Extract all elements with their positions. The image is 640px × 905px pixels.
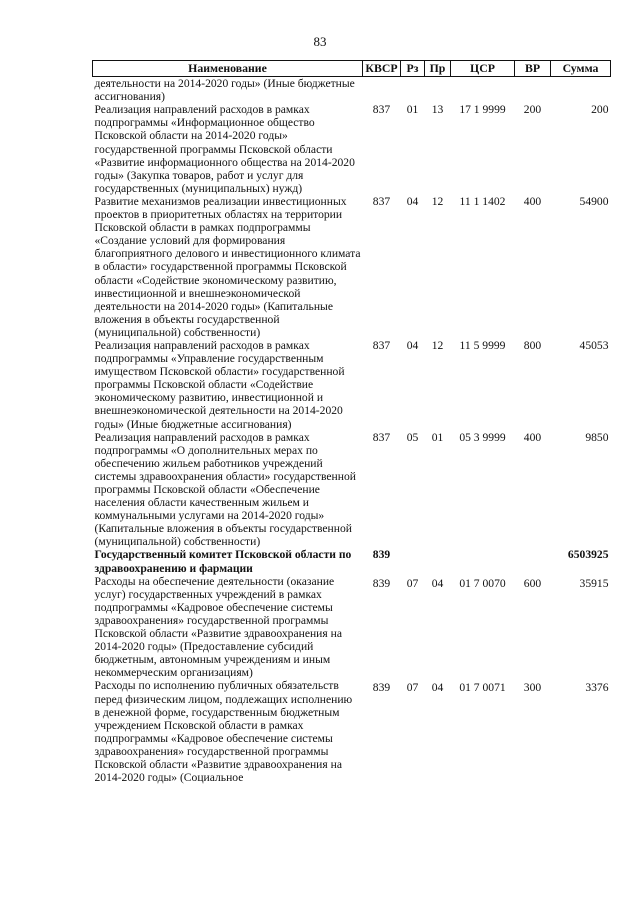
row-kvsr: 839	[372, 576, 391, 590]
row-kvsr: 839	[372, 681, 391, 695]
table-row-department	[93, 548, 611, 574]
table-row	[93, 431, 611, 549]
row-pr: 04	[431, 576, 444, 590]
header-pr: Пр	[425, 61, 451, 77]
row-rz: 07	[406, 681, 419, 695]
row-vr: 300	[523, 681, 542, 695]
row-sum: 3376	[585, 681, 609, 695]
row-kvsr: 837	[372, 430, 391, 444]
row-csr: 01 7 0071	[459, 681, 506, 695]
row-name: Государственный комитет Псковской области по здравоохранению и фармации	[94, 548, 352, 575]
row-kvsr: 837	[372, 103, 391, 117]
row-name: Реализация направлений расходов в рамках подпрограммы «Управление государственным имуществом Псковской области» государственной программы Псковской области «Содействие экономическому развитию, инвестиционной и внешнеэкономической деятельности на 2014-2020 годы» (Иные бюджетные ассигнования)	[94, 338, 345, 431]
row-name: Реализация направлений расходов в рамках подпрограммы «О дополнительных мерах по обеспечению жильем работников учреждений системы здравоохранения области» государственной программы Псковской области «Обеспечение населения области качественным жильем и коммунальными услугами на 2014-2020 годы» (Капитальные вложения в объекты государственной (муниципальной) собственности)	[94, 430, 356, 549]
row-pr: 12	[431, 194, 444, 208]
row-kvsr: 839	[372, 548, 391, 562]
row-kvsr: 837	[372, 338, 391, 352]
row-csr: 01 7 0070	[459, 576, 506, 590]
row-csr: 11 1 1402	[459, 194, 506, 208]
row-rz: 04	[406, 194, 419, 208]
row-rz	[401, 548, 425, 574]
row-sum: 9850	[585, 430, 609, 444]
row-csr	[451, 77, 515, 104]
row-vr: 800	[523, 338, 542, 352]
row-kvsr: 837	[372, 194, 391, 208]
row-rz: 07	[406, 576, 419, 590]
row-vr: 600	[523, 576, 542, 590]
table-row	[93, 103, 611, 195]
row-vr: 400	[523, 194, 542, 208]
row-sum: 35915	[579, 576, 609, 590]
row-name: Расходы на обеспечение деятельности (оказание услуг) государственных учреждений в рамках подпрограммы «Кадровое обеспечение системы здравоохранения» государственной программы Псковской области «Развитие здравоохранения на 2014-2020 годы» (Предоставление субсидий бюджетным, автономным учреждениям и иным некоммерческим организациям)	[94, 574, 342, 680]
row-sum: 45053	[579, 338, 609, 352]
row-pr: 12	[431, 338, 444, 352]
row-vr	[515, 77, 551, 104]
table-header-row	[93, 61, 611, 77]
row-rz	[401, 77, 425, 104]
row-pr: 04	[431, 681, 444, 695]
row-csr	[451, 548, 515, 574]
row-rz: 01	[406, 103, 419, 117]
table-row	[93, 195, 611, 339]
row-pr: 13	[431, 103, 444, 117]
table-row	[93, 575, 611, 680]
row-pr: 01	[431, 430, 444, 444]
row-kvsr	[363, 77, 401, 104]
row-name: деятельности на 2014-2020 годы» (Иные бюджетные ассигнования)	[94, 77, 355, 104]
header-vr: ВР	[515, 61, 551, 77]
row-csr: 11 5 9999	[459, 338, 506, 352]
row-vr: 200	[523, 103, 542, 117]
row-rz: 05	[406, 430, 419, 444]
row-csr: 17 1 9999	[459, 103, 506, 117]
row-name: Развитие механизмов реализации инвестиционных проектов в приоритетных областях на территории Псковской области в рамках подпрограммы «Создание условий для формирования благоприятного делового и инвестиционного климата в области» государственной программы Псковской области «Содействие экономическому развитию, инвестиционной и внешнеэкономической деятельности на 2014-2020 годы» (Капитальные вложения в объекты государственной (муниципальной) собственности)	[94, 194, 361, 339]
table-row	[93, 339, 611, 431]
header-csr: ЦСР	[451, 61, 515, 77]
table-row	[93, 679, 611, 784]
row-sum: 200	[591, 103, 609, 117]
row-name: Реализация направлений расходов в рамках подпрограммы «Информационное общество Псковской области на 2014-2020 годы» государственной программы Псковской области «Развитие информационного общества на 2014-2020 годы» (Закупка товаров, работ и услуг для государственных (муниципальных) нужд)	[94, 103, 355, 195]
budget-table	[92, 60, 611, 784]
row-vr: 400	[523, 430, 542, 444]
row-rz: 04	[406, 338, 419, 352]
row-sum	[551, 77, 611, 104]
row-pr	[425, 548, 451, 574]
header-name: Наименование	[93, 61, 363, 77]
row-csr: 05 3 9999	[459, 430, 506, 444]
table-row	[93, 77, 611, 104]
header-rz: Рз	[401, 61, 425, 77]
row-sum: 54900	[579, 194, 609, 208]
row-sum: 6503925	[567, 548, 609, 562]
header-sum: Сумма	[551, 61, 611, 77]
row-pr	[425, 77, 451, 104]
row-name: Расходы по исполнению публичных обязательств перед физическим лицом, подлежащих исполнению в денежной форме, государственным бюджетным учреждением Псковской области в рамках подпрограммы «Кадровое обеспечение системы здравоохранения» государственной программы Псковской области «Развитие здравоохранения на 2014-2020 годы» (Социальное	[94, 679, 353, 785]
header-kvsr: КВСР	[363, 61, 401, 77]
row-vr	[515, 548, 551, 574]
page-number: 83	[313, 34, 327, 49]
